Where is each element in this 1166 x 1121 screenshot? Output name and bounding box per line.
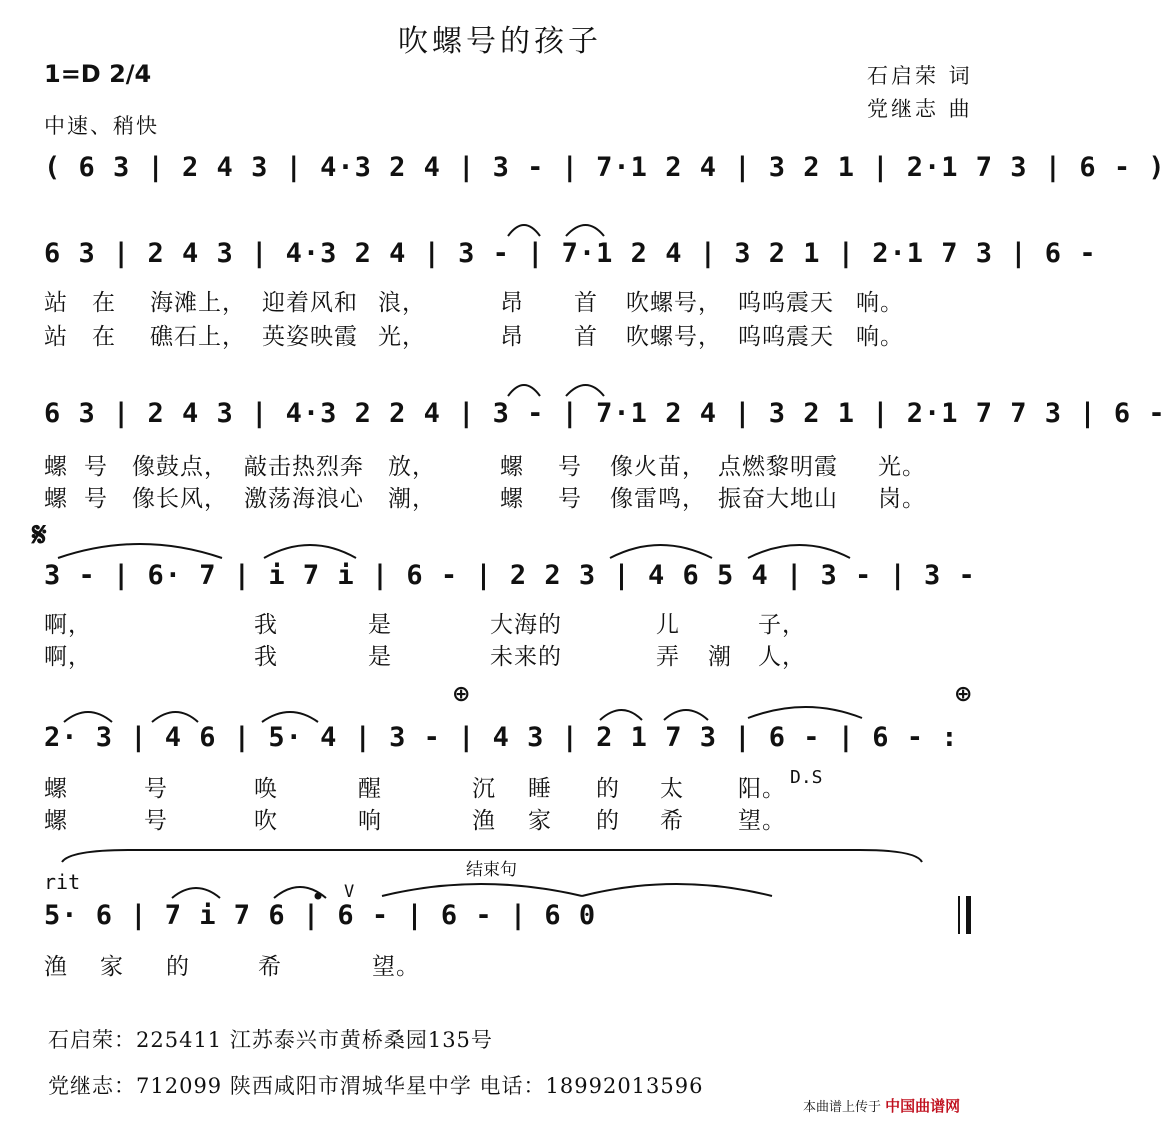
lyric-syllable: 站 [44, 290, 68, 316]
slur [664, 710, 708, 720]
lyric-syllable: 螺 [500, 486, 524, 512]
slur [508, 225, 540, 236]
song-title: 吹螺号的孩子 [398, 24, 602, 59]
lyric-syllable: 响 [358, 808, 382, 834]
lyric-syllable: 号 [84, 454, 108, 480]
notation-line-6: 5· 6 | 7 i 7 6 | 6 - | 6 - | 6 0 [44, 900, 597, 931]
ending-phrase-label: 结束句 [466, 860, 517, 880]
lyric-syllable: 希 [258, 954, 282, 980]
lyric-syllable: 大海的 [490, 612, 562, 638]
lyric-syllable: 光。 [878, 454, 926, 480]
lyric-syllable: 螺 [44, 454, 68, 480]
lyric-syllable: 敲击热烈奔 [244, 454, 364, 480]
slur [582, 884, 772, 896]
lyric-syllable: 太 [660, 776, 684, 802]
lyric-syllable: 渔 [472, 808, 496, 834]
lyric-syllable: 首 [574, 290, 598, 316]
lyric-syllable: 站 [44, 324, 68, 350]
lyric-syllable: 海滩上， [150, 290, 246, 316]
slur [566, 385, 604, 396]
lyric-syllable: 的 [166, 954, 190, 980]
lyric-syllable: 未来的 [490, 644, 562, 670]
dal-segno-marking: D.S [790, 767, 823, 788]
composer-credit: 党继志 曲 [867, 97, 973, 121]
lyric-syllable: 吹螺号， [626, 290, 722, 316]
slur [508, 385, 540, 396]
lyric-syllable: 是 [368, 612, 392, 638]
lyric-syllable: 首 [574, 324, 598, 350]
lyric-syllable: 在 [92, 324, 116, 350]
lyric-syllable: 醒 [358, 776, 382, 802]
slur [62, 850, 922, 862]
lyric-syllable: 我 [254, 612, 278, 638]
lyric-syllable: 的 [596, 776, 620, 802]
lyric-syllable: 望。 [738, 808, 786, 834]
lyric-syllable: 号 [144, 808, 168, 834]
lyric-syllable: 唤 [254, 776, 278, 802]
upload-note: 本曲谱上传于 [803, 1100, 882, 1115]
lyric-syllable: 家 [100, 954, 124, 980]
fermata-dot [315, 893, 322, 900]
lyric-syllable: 像鼓点， [132, 454, 228, 480]
lyric-syllable: 号 [558, 486, 582, 512]
notation-line-4: 3 - | 6· 7 | i 7 i | 6 - | 2 2 3 | 4 6 5 4 | 3 - | 3 - [44, 560, 976, 591]
lyricist-credit: 石启荣 词 [867, 64, 973, 88]
lyric-syllable: 英姿映霞 [262, 324, 358, 350]
site-watermark [803, 1095, 960, 1116]
notation-line-5: 2· 3 | 4 6 | 5· 4 | 3 - | 4 3 | 2 1 7 3 | 6 - | 6 - : [44, 722, 959, 753]
lyric-syllable: 潮 [708, 644, 732, 670]
lyric-syllable: 螺 [44, 776, 68, 802]
lyric-syllable: 螺 [44, 808, 68, 834]
lyric-syllable: 睡 [528, 776, 552, 802]
slur [262, 712, 318, 722]
lyric-syllable: 望。 [372, 954, 420, 980]
ritardando-marking: rit [44, 870, 81, 894]
notation-line-2: 6 3 | 2 4 3 | 4·3 2 4 | 3 - | 7·1 2 4 | 3 2 1 | 2·1 7 3 | 6 - [44, 238, 1097, 269]
lyric-syllable: 响。 [856, 324, 904, 350]
lyric-syllable: 渔 [44, 954, 68, 980]
lyric-syllable: 响。 [856, 290, 904, 316]
lyric-syllable: 号 [84, 486, 108, 512]
site-logo: 中国曲谱网 [885, 1097, 961, 1115]
slur [610, 545, 712, 558]
lyric-syllable: 在 [92, 290, 116, 316]
lyric-syllable: 儿 [656, 612, 680, 638]
lyric-syllable: 像长风， [132, 486, 228, 512]
lyric-syllable: 潮， [388, 486, 436, 512]
lyric-syllable: 子， [758, 612, 806, 638]
slur [382, 884, 582, 896]
lyric-syllable: 螺 [44, 486, 68, 512]
lyric-syllable: 弄 [656, 644, 680, 670]
lyric-syllable: 岗。 [878, 486, 926, 512]
lyric-syllable: 迎着风和 [262, 290, 358, 316]
lyric-syllable: 啊， [44, 644, 92, 670]
coda-sign: ⊕ [452, 682, 471, 707]
lyric-syllable: 礁石上， [150, 324, 246, 350]
lyric-syllable: 呜呜震天 [738, 290, 834, 316]
notation-line-1: ( 6 3 | 2 4 3 | 4·3 2 4 | 3 - | 7·1 2 4 | 3 2 1 | 2·1 7 3 | 6 - ) [44, 152, 1166, 183]
lyric-syllable: 放， [388, 454, 436, 480]
lyric-syllable: 像雷鸣， [610, 486, 706, 512]
lyric-syllable: 振奋大地山 [718, 486, 838, 512]
lyric-syllable: 号 [144, 776, 168, 802]
key-time-signature: 1=D 2/4 [44, 60, 152, 88]
lyric-syllable: 吹螺号， [626, 324, 722, 350]
lyric-syllable: 希 [660, 808, 684, 834]
lyric-syllable: 像火苗， [610, 454, 706, 480]
lyric-syllable: 沉 [472, 776, 496, 802]
lyric-syllable: 呜呜震天 [738, 324, 834, 350]
lyric-syllable: 啊， [44, 612, 92, 638]
lyric-syllable: 点燃黎明霞 [718, 454, 838, 480]
composer-contact: 党继志：712099 陕西咸阳市渭城华星中学 电话：18992013596 [48, 1074, 704, 1098]
lyric-syllable: 昂 [500, 324, 524, 350]
lyric-syllable: 浪， [378, 290, 426, 316]
lyricist-contact: 石启荣：225411 江苏泰兴市黄桥桑园135号 [48, 1028, 493, 1052]
segno-sign: 𝄋 [32, 515, 47, 555]
slur [58, 544, 222, 558]
lyric-syllable: 螺 [500, 454, 524, 480]
slur [264, 545, 356, 558]
slur [152, 712, 198, 722]
breath-mark: V [344, 882, 355, 902]
lyric-syllable: 的 [596, 808, 620, 834]
notation-line-3: 6 3 | 2 4 3 | 4·3 2 2 4 | 3 - | 7·1 2 4 | 3 2 1 | 2·1 7 7 3 | 6 - [44, 398, 1166, 429]
lyric-syllable: 人， [758, 644, 806, 670]
lyric-syllable: 家 [528, 808, 552, 834]
tempo-marking: 中速、稍快 [44, 114, 159, 138]
lyric-syllable: 激荡海浪心 [244, 486, 364, 512]
slur [64, 712, 112, 722]
slur [600, 710, 642, 720]
slur [748, 707, 862, 718]
lyric-syllable: 是 [368, 644, 392, 670]
coda-sign: ⊕ [954, 682, 973, 707]
slur [748, 545, 850, 558]
lyric-syllable: 昂 [500, 290, 524, 316]
slur [172, 888, 220, 898]
lyric-syllable: 号 [558, 454, 582, 480]
lyric-syllable: 吹 [254, 808, 278, 834]
slur [566, 225, 604, 236]
lyric-syllable: 阳。 [738, 776, 786, 802]
lyric-syllable: 光， [378, 324, 426, 350]
lyric-syllable: 我 [254, 644, 278, 670]
